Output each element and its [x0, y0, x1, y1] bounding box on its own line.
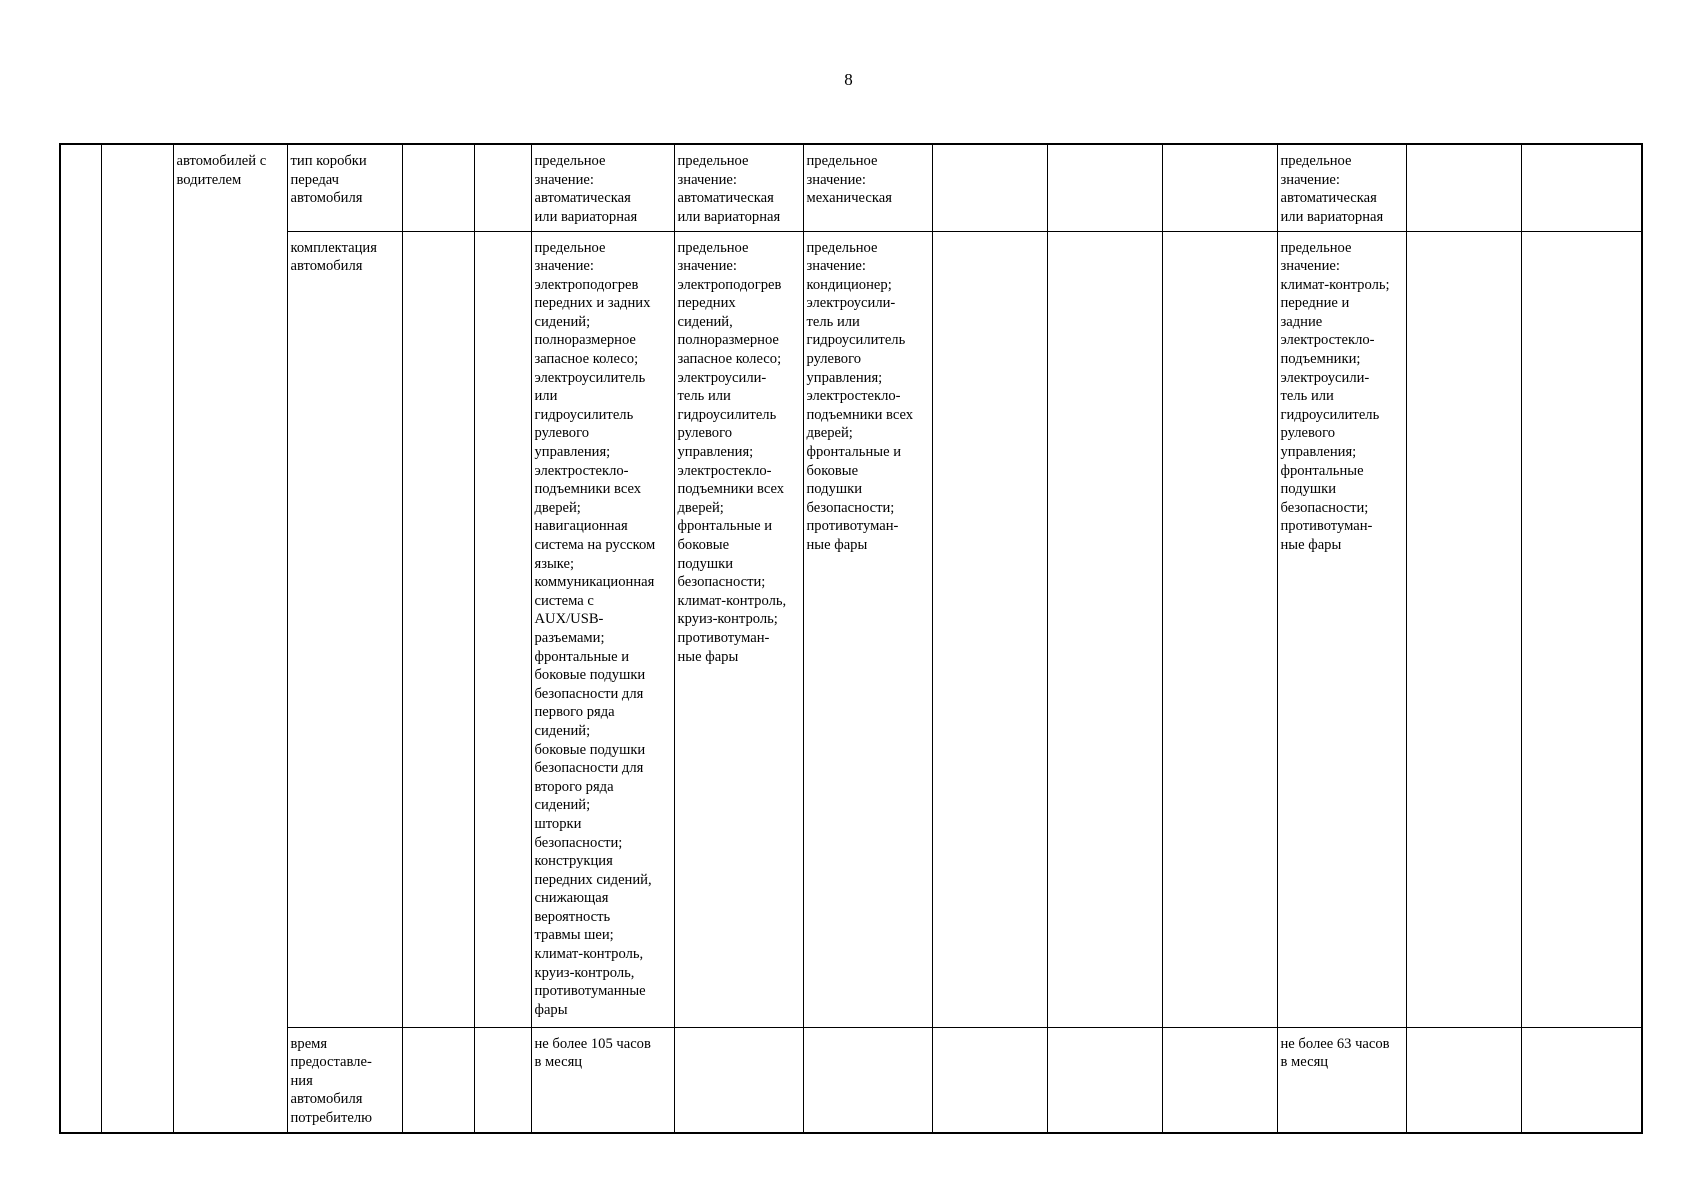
table-cell: [1406, 231, 1521, 1027]
table-cell: [1521, 231, 1642, 1027]
table-cell: [1406, 144, 1521, 231]
table-cell: [101, 144, 173, 1133]
parameter-cell: комплектация автомобиля: [287, 231, 402, 1027]
table-cell: [932, 231, 1047, 1027]
table-cell: [932, 144, 1047, 231]
table-cell: [402, 144, 474, 231]
table-cell: [1162, 1027, 1277, 1133]
value-cell: предельное значение: автоматическая или вариаторная: [1277, 144, 1406, 231]
value-cell: предельное значение: климат-контроль; передние и задние электростекло- подъемники; электроусили- тель или гидроусилитель рулевого управления; фронтальные подушки безопасности; противотуман- ные фары: [1277, 231, 1406, 1027]
parameter-cell: время предоставле- ния автомобиля потребителю: [287, 1027, 402, 1133]
value-cell: предельное значение: электроподогрев передних и задних сидений; полноразмерное запасное колесо; электроусилитель или гидроусилитель рулевого управления; электростекло- подъемники всех дверей; навигационная система на русском языке; коммуникационная система с AUX/USB- разъемами; фронтальные и боковые подушки безопасности для первого ряда сидений; боковые подушки безопасности для второго ряда сидений; шторки безопасности; конструкция передних сидений, снижающая вероятность травмы шеи; климат-контроль, круиз-контроль, противотуманные фары: [531, 231, 674, 1027]
table-cell: [60, 144, 101, 1133]
table-cell: [402, 1027, 474, 1133]
table-cell: [1047, 1027, 1162, 1133]
value-cell: [803, 1027, 932, 1133]
table-cell: [1047, 144, 1162, 231]
value-cell: [674, 1027, 803, 1133]
table-cell: [402, 231, 474, 1027]
value-cell: предельное значение: механическая: [803, 144, 932, 231]
table-row: [60, 144, 1642, 231]
table-cell: [474, 144, 531, 231]
value-cell: предельное значение: кондиционер; электроусили- тель или гидроусилитель рулевого управления; электростекло- подъемники всех дверей; фронтальные и боковые подушки безопасности; противотуман- ные фары: [803, 231, 932, 1027]
table-row: [60, 1027, 1642, 1133]
requirements-table: [59, 143, 1643, 1134]
page-number: 8: [844, 70, 853, 89]
value-cell: предельное значение: автоматическая или вариаторная: [531, 144, 674, 231]
table-cell: [474, 1027, 531, 1133]
table-cell: [474, 231, 531, 1027]
table-row: [60, 231, 1642, 1027]
table-cell: [1162, 231, 1277, 1027]
table-cell: [1162, 144, 1277, 231]
table-cell: [1521, 1027, 1642, 1133]
value-cell: предельное значение: электроподогрев передних сидений, полноразмерное запасное колесо; электроусили- тель или гидроусилитель рулевого управления; электростекло- подъемники всех дверей; фронтальные и боковые подушки безопасности; климат-контроль, круиз-контроль; противотуман- ные фары: [674, 231, 803, 1027]
table-cell: [1521, 144, 1642, 231]
value-cell: не более 105 часов в месяц: [531, 1027, 674, 1133]
table-cell: [932, 1027, 1047, 1133]
table-cell: [1406, 1027, 1521, 1133]
parameter-cell: тип коробки передач автомобиля: [287, 144, 402, 231]
table-cell: [1047, 231, 1162, 1027]
value-cell: не более 63 часов в месяц: [1277, 1027, 1406, 1133]
value-cell: предельное значение: автоматическая или вариаторная: [674, 144, 803, 231]
category-cell: автомобилей с водителем: [173, 144, 287, 1133]
